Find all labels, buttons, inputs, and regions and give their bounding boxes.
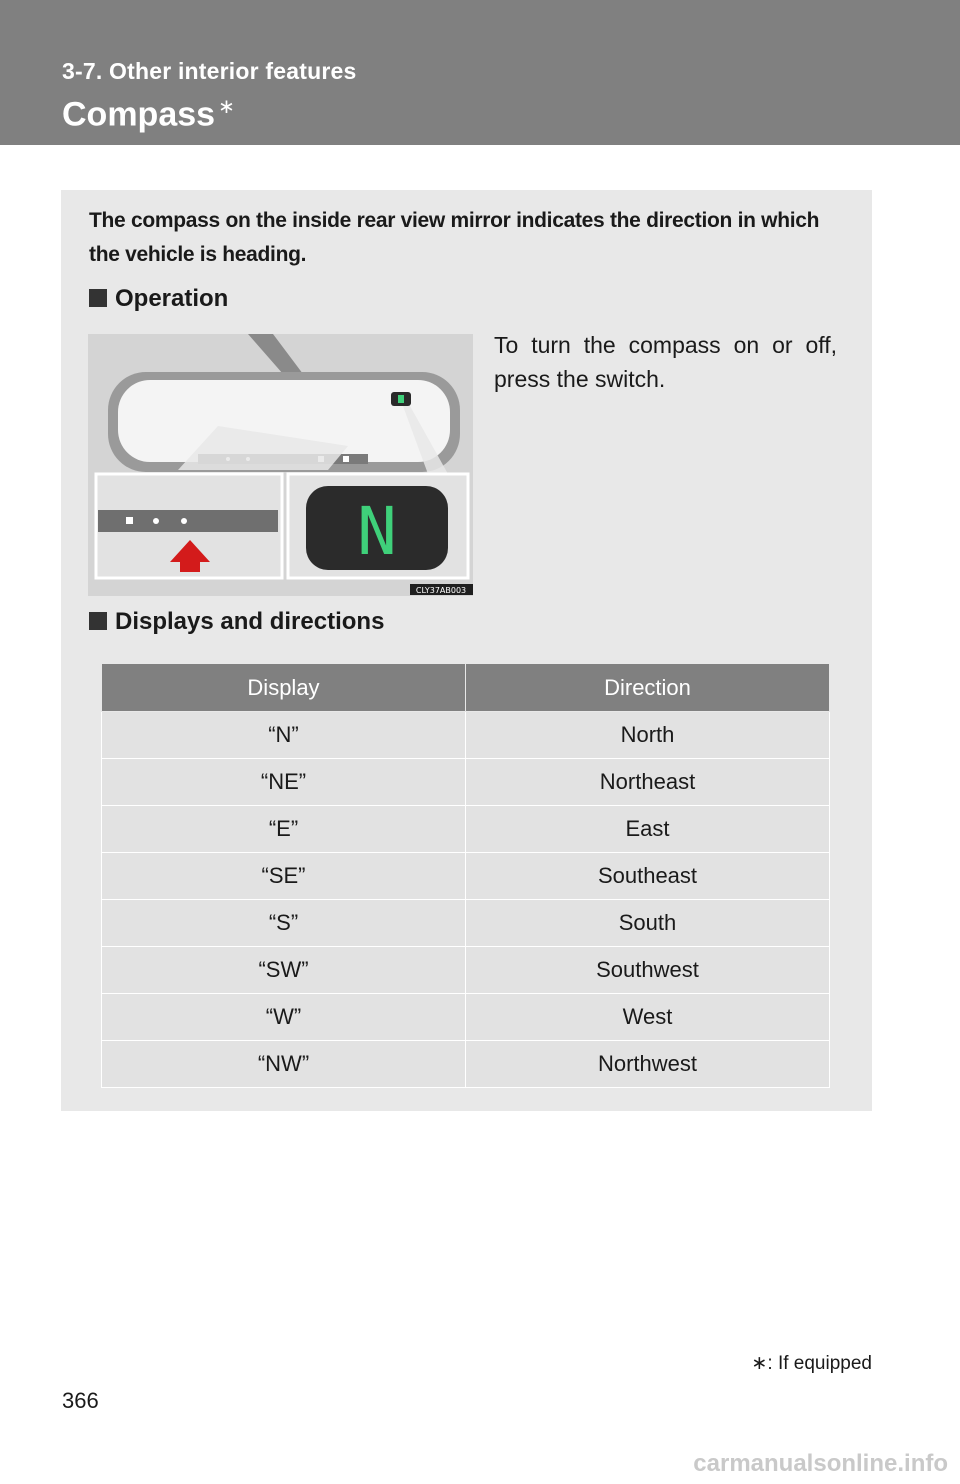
direction-cell: Southeast bbox=[466, 853, 830, 900]
direction-cell: South bbox=[466, 900, 830, 947]
equipped-footnote: ∗: If equipped bbox=[751, 1353, 872, 1374]
page-title-text: Compass bbox=[62, 95, 216, 134]
displays-heading-text: Displays and directions bbox=[115, 608, 385, 635]
table-row bbox=[102, 1041, 830, 1088]
page-number: 366 bbox=[62, 1388, 99, 1413]
direction-cell: North bbox=[466, 712, 830, 759]
table-row bbox=[102, 712, 830, 759]
page-title bbox=[62, 94, 235, 134]
watermark: carmanualsonline.info bbox=[693, 1450, 948, 1477]
table-row bbox=[102, 947, 830, 994]
display-cell: “N” bbox=[102, 712, 466, 759]
square-bullet-icon bbox=[89, 612, 107, 630]
column-header-display: Display bbox=[102, 664, 466, 712]
switch-detail-button bbox=[126, 517, 133, 524]
display-cell: “SE” bbox=[102, 853, 466, 900]
switch-instruction: To turn the compass on or off, press the switch. bbox=[494, 332, 837, 392]
direction-cell: Northwest bbox=[466, 1041, 830, 1088]
display-cell: “NW” bbox=[102, 1041, 466, 1088]
table-row bbox=[102, 900, 830, 947]
page-header bbox=[0, 0, 960, 145]
mirror-illustration-svg bbox=[88, 334, 473, 596]
displays-heading bbox=[89, 608, 384, 636]
display-cell: “SW” bbox=[102, 947, 466, 994]
display-cell: “E” bbox=[102, 806, 466, 853]
direction-cell: Southwest bbox=[466, 947, 830, 994]
direction-cell: East bbox=[466, 806, 830, 853]
mirror-button bbox=[343, 456, 349, 462]
equipped-mark-icon: ∗ bbox=[218, 96, 235, 118]
direction-cell: Northeast bbox=[466, 759, 830, 806]
compass-display-glyph: N bbox=[357, 493, 397, 570]
column-header-direction: Direction bbox=[466, 664, 830, 712]
table-row bbox=[102, 994, 830, 1041]
intro-text: The compass on the inside rear view mirror indicates the direction in which the vehicle is heading. bbox=[89, 209, 820, 266]
display-cell: “S” bbox=[102, 900, 466, 947]
operation-heading bbox=[89, 285, 228, 313]
section-label: 3-7. Other interior features bbox=[62, 58, 357, 84]
table-row bbox=[102, 806, 830, 853]
switch-detail-button bbox=[153, 518, 159, 524]
display-cell: “NE” bbox=[102, 759, 466, 806]
switch-detail-button bbox=[181, 518, 187, 524]
switch-detail-strip bbox=[98, 510, 278, 532]
operation-heading-text: Operation bbox=[115, 285, 229, 312]
table-header-row bbox=[102, 664, 830, 712]
direction-cell: West bbox=[466, 994, 830, 1041]
display-cell: “W” bbox=[102, 994, 466, 1041]
figure-code: CLY37AB003 bbox=[415, 586, 467, 595]
square-bullet-icon bbox=[89, 289, 107, 307]
content-panel bbox=[61, 190, 872, 1111]
directions-table bbox=[101, 663, 830, 1088]
compass-display-small-glyph bbox=[398, 395, 404, 403]
table-row bbox=[102, 759, 830, 806]
table-row bbox=[102, 853, 830, 900]
mirror-illustration bbox=[88, 334, 473, 596]
